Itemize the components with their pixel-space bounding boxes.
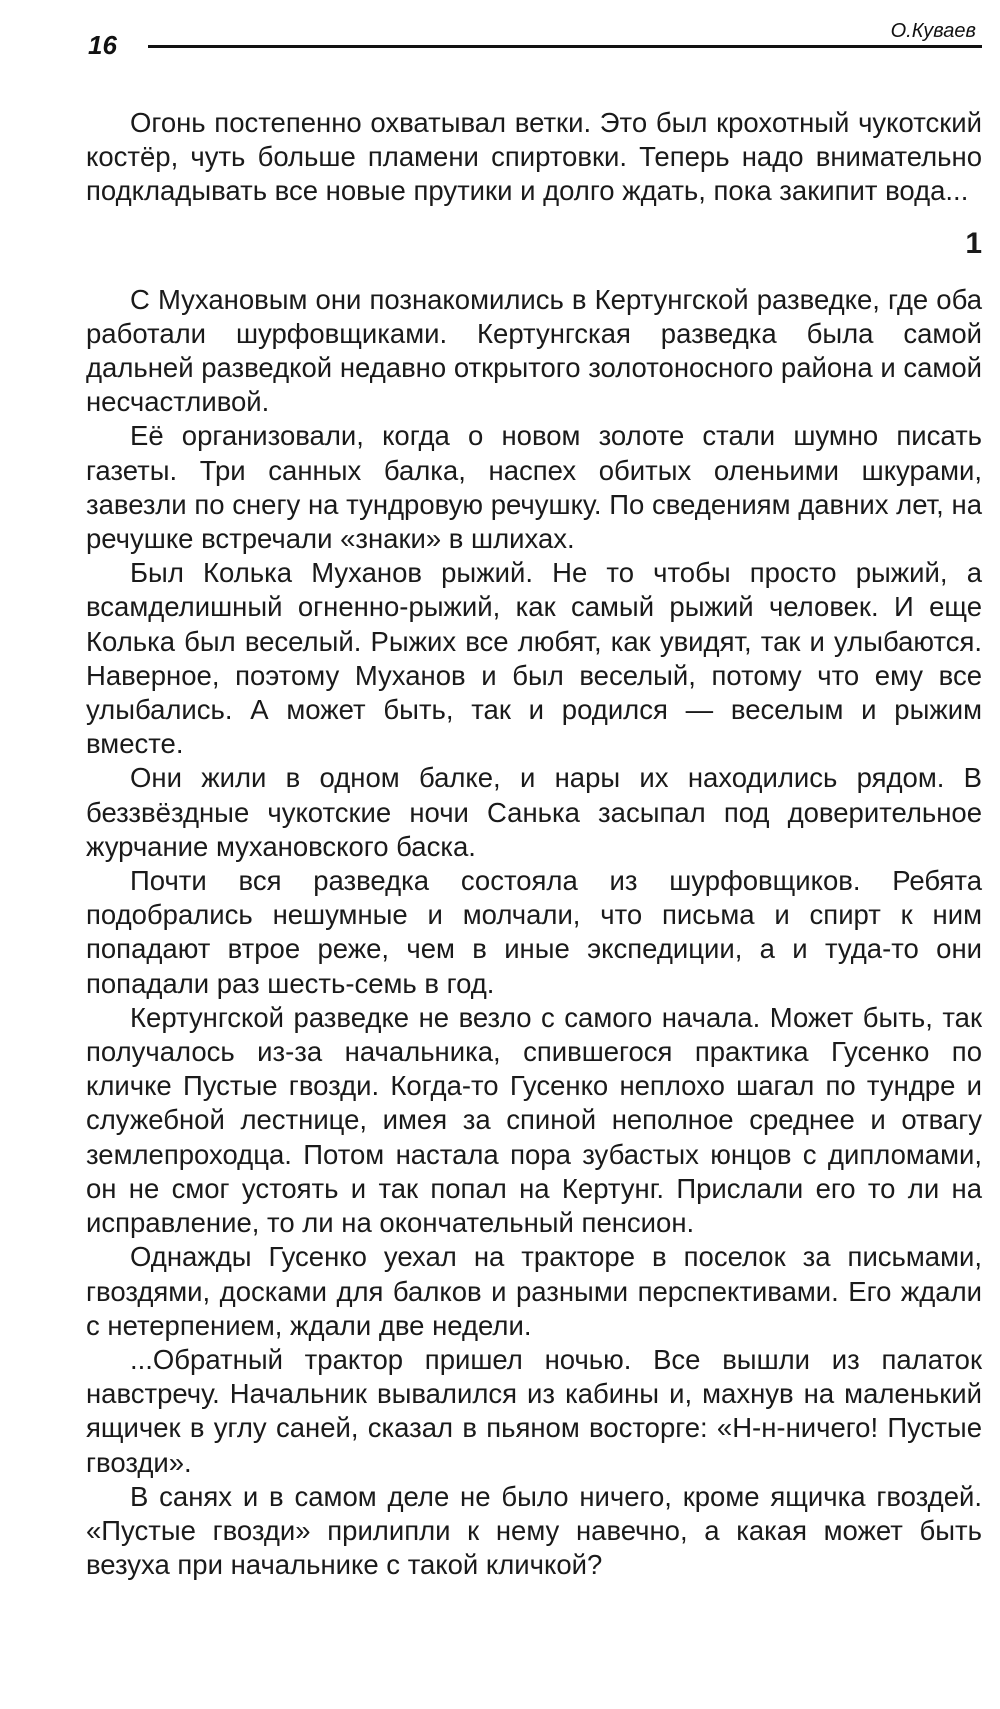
paragraph: Кертунгской разведке не везло с самого начала. Может быть, так получалось из-за начальника, спившегося практика Гусенко по кличке Пустые гвозди. Когда-то Гусенко неплохо шагал по тундре и служебной лестнице, имея за спиной неполное среднее и отвагу землепроходца. Потом настала пора зубастых юнцов с дипломами, он не смог устоять и так попал на Кертунг. Прислали его то ли на исправление, то ли на окончательный пенсион.	[86, 1001, 982, 1239]
paragraph: Был Колька Муханов рыжий. Не то чтобы просто рыжий, а всамделишный огненно-рыжий, как самый рыжий человек. И еще Колька был веселый. Рыжих все любят, как увидят, так и улыбаются. Наверное, поэтому Муханов и был веселый, потому что ему все улыбались. А может быть, так и родился — веселым и рыжим вместе.	[86, 557, 982, 760]
paragraph: Однажды Гусенко уехал на тракторе в поселок за письмами, гвоздями, досками для балков и разными перспективами. Его ждали с нетерпением, ждали две недели.	[86, 1241, 982, 1341]
paragraph: Они жили в одном балке, и нары их находились рядом. В беззвёздные чукотские ночи Санька засыпал под доверительное журчание мухановского баска.	[86, 762, 982, 862]
paragraph: В санях и в самом деле не было ничего, кроме ящичка гвоздей. «Пустые гвозди» прилипли к нему навечно, а какая может быть везуха при начальнике с такой кличкой?	[86, 1480, 982, 1581]
running-head-author: О.Куваев	[890, 20, 976, 42]
paragraph: ...Обратный трактор пришел ночью. Все вышли из палаток навстречу. Начальник вывалился из кабины и, махнув на маленький ящичек в углу саней, сказал в пьяном восторге: «Н-н-ничего! Пустые гвозди».	[86, 1343, 982, 1478]
page-header	[86, 14, 982, 58]
header-rule	[148, 45, 982, 48]
body-text	[86, 106, 982, 1582]
paragraph: С Мухановым они познакомились в Кертунгской разведке, где оба работали шурфовщиками. Кертунгская разведка была самой дальней разведкой недавно открытого золотоносного района и самой несчастливой.	[86, 283, 982, 418]
paragraph: Почти вся разведка состояла из шурфовщиков. Ребята подобрались нешумные и молчали, что письма и спирт к ним попадают втрое реже, чем в иные экспедиции, а и туда-то они попадали раз шесть-семь в год.	[86, 865, 982, 999]
page-number: 16	[88, 30, 117, 60]
intro-paragraph: Огонь постепенно охватывал ветки. Это был крохотный чукотский костёр, чуть больше пламени спиртовки. Теперь надо внимательно подкладывать все новые прутики и долго ждать, пока закипит вода...	[86, 107, 982, 207]
paragraph: Её организовали, когда о новом золоте стали шумно писать газеты. Три санных балка, наспех обитых оленьими шкурами, завезли по снегу на тундровую речушку. По сведениям давних лет, на речушке встречали «знаки» в шлихах.	[86, 420, 982, 555]
chapter-number: 1	[965, 226, 982, 260]
